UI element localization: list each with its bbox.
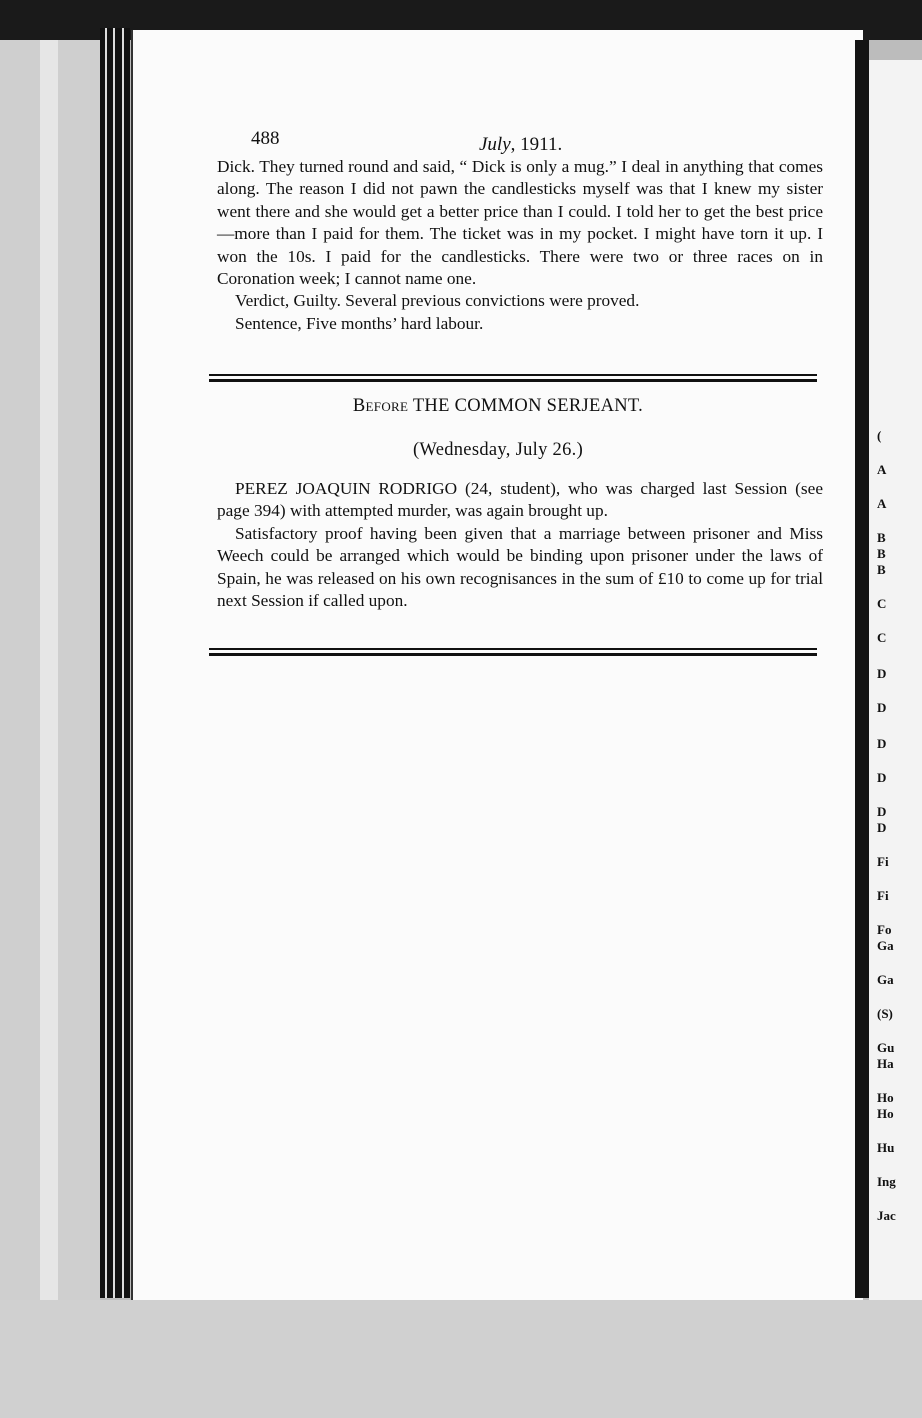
section-divider-bottom: [209, 648, 817, 656]
page-edge-line: [105, 28, 107, 1298]
margin-fragment: Ing: [877, 1174, 896, 1189]
margin-fragment: Ho: [877, 1106, 894, 1121]
margin-fragment: Ha: [877, 1056, 894, 1071]
heading-before: Before: [352, 396, 409, 416]
running-title: [479, 134, 562, 156]
margin-fragment: Hu: [877, 1140, 895, 1155]
margin-fragment: Gu: [877, 1040, 895, 1055]
margin-fragment: A: [877, 462, 887, 477]
margin-fragment: Fo: [877, 922, 892, 937]
case-paragraph-1: PEREZ JOAQUIN RODRIGO (24, student), who was charged last Session (see page 394) with attempted murder, was again brought up.: [217, 479, 823, 521]
section-heading: [133, 396, 863, 417]
margin-fragment: D: [877, 700, 887, 715]
page-number: 488: [251, 128, 280, 149]
book-spine: [100, 28, 130, 1298]
page-edge-line: [122, 28, 124, 1298]
margin-fragment: Ga: [877, 938, 894, 953]
margin-fragment: Ga: [877, 972, 894, 987]
margin-fragment: Ho: [877, 1090, 894, 1105]
margin-fragment: B: [877, 562, 886, 577]
margin-fragment: D: [877, 770, 887, 785]
previous-case-paragraph: Dick. They turned round and said, “ Dick is only a mug.” I deal in anything that comes along. The reason I did not pawn the candlesticks myself was that I knew my sister went there and she would get a better price than I could. I told her to get the best price—more than I paid for them. The ticket was in my pocket. I might have torn it up. I won the 10s. I paid for the candlesticks. There were two or three races on in Coronation week; I cannot name one.: [217, 157, 823, 289]
facing-page-fragment: [869, 60, 922, 1300]
running-title-month: July: [479, 134, 511, 155]
book-page: [131, 30, 863, 1300]
previous-case-text: [217, 156, 823, 335]
scan-shadow: [40, 0, 58, 1418]
page-edge-shadow: [855, 40, 869, 1298]
margin-fragment: Fi: [877, 854, 889, 869]
margin-fragment: D: [877, 666, 887, 681]
margin-fragment: D: [877, 804, 887, 819]
verdict-line: Verdict, Guilty. Several previous convictions were proved.: [235, 291, 640, 311]
scan-background-bottom: [0, 1300, 922, 1418]
margin-fragment: B: [877, 530, 886, 545]
margin-fragment: (: [877, 428, 882, 443]
margin-fragment: C: [877, 596, 887, 611]
section-divider-top: [209, 374, 817, 382]
margin-fragment: D: [877, 736, 887, 751]
margin-fragment: Jac: [877, 1208, 896, 1223]
margin-fragment: Fi: [877, 888, 889, 903]
margin-fragment: D: [877, 820, 887, 835]
margin-fragment: B: [877, 546, 886, 561]
running-title-year: , 1911.: [510, 134, 563, 155]
page-edge-line: [113, 28, 115, 1298]
margin-fragment: A: [877, 496, 887, 511]
case-paragraph-2: Satisfactory proof having been given that a marriage between prisoner and Miss Weech could be arranged which would be binding upon prisoner under the laws of Spain, he was released on his own recognisances in the sum of £10 to come up for trial next Session if called upon.: [217, 523, 823, 611]
margin-fragment: (S): [877, 1006, 893, 1021]
case-text: [217, 478, 823, 612]
sentence-line: Sentence, Five months’ hard labour.: [235, 313, 484, 333]
session-date: (Wednesday, July 26.): [412, 440, 584, 460]
margin-fragment: C: [877, 630, 887, 645]
heading-judge: THE COMMON SERJEANT.: [412, 396, 644, 416]
